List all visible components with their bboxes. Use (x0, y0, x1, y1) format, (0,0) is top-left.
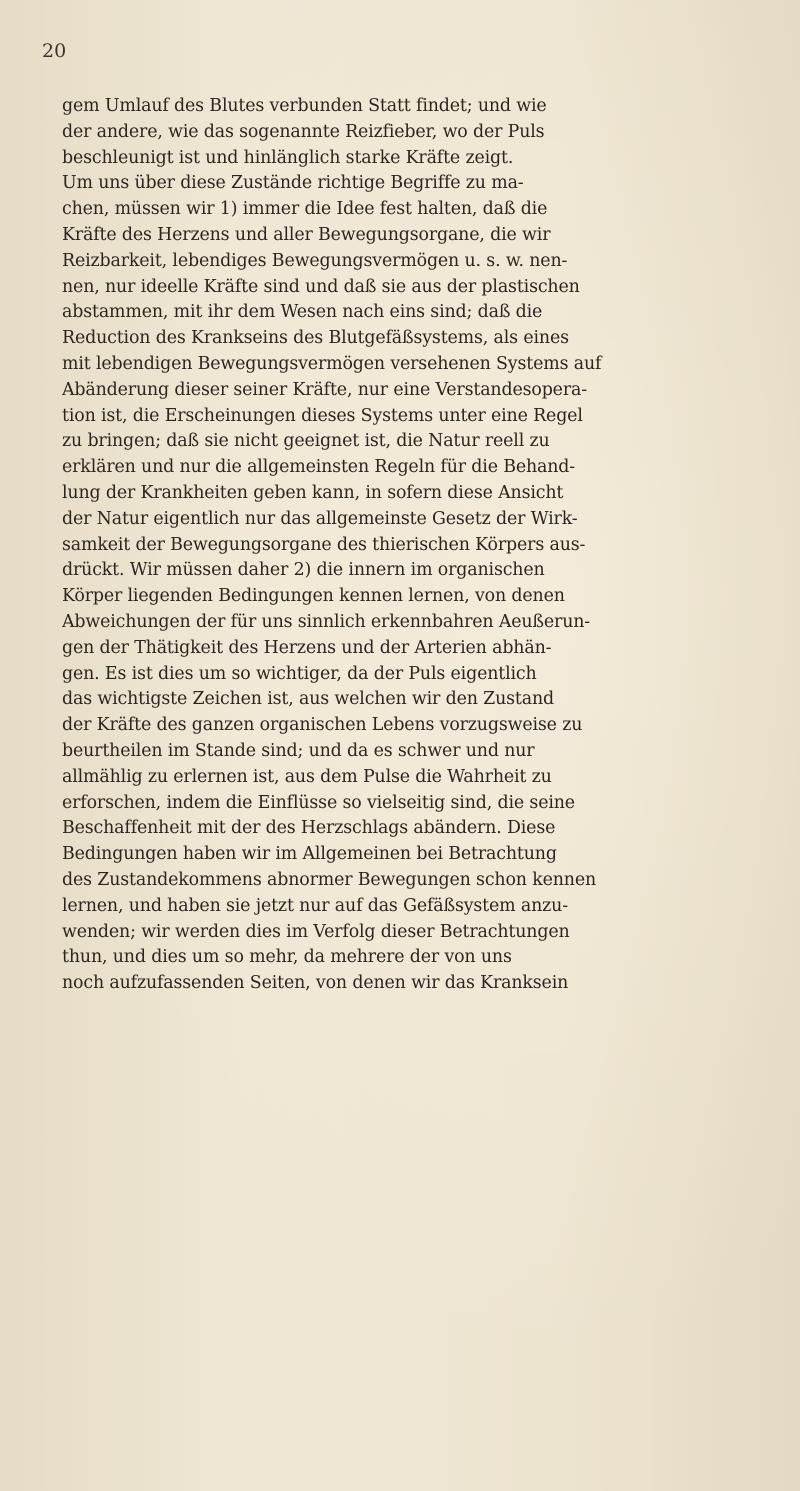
text-line: Körper liegenden Bedingungen kennen lernen, von denen (62, 586, 565, 607)
text-line: Um uns über diese Zustände richtige Begriffe zu ma- (62, 173, 524, 194)
text-line: gen der Thätigkeit des Herzens und der Arterien abhän- (62, 637, 552, 658)
text-line: das wichtigste Zeichen ist, aus welchen wir den Zustand (62, 689, 554, 710)
text-line: beurtheilen im Stande sind; und da es schwer und nur (62, 740, 535, 761)
text-line: tion ist, die Erscheinungen dieses Systems unter eine Regel (62, 405, 583, 426)
text-line: Reduction des Krankseins des Blutgefäßsystems, als eines (62, 328, 569, 349)
text-line: der andere, wie das sogenannte Reizfieber, wo der Puls (62, 121, 545, 142)
text-line: samkeit der Bewegungsorgane des thierischen Körpers aus- (62, 534, 586, 555)
page-number: 20 (42, 40, 67, 62)
body-text (62, 94, 782, 997)
text-line: der Natur eigentlich nur das allgemeinste Gesetz der Wirk- (62, 508, 578, 529)
text-line: beschleunigt ist und hinlänglich starke Kräfte zeigt. (62, 147, 514, 168)
text-line: nen, nur ideelle Kräfte sind und daß sie aus der plastischen (62, 276, 580, 297)
text-line: allmählig zu erlernen ist, aus dem Pulse die Wahrheit zu (62, 766, 552, 787)
text-line: abstammen, mit ihr dem Wesen nach eins sind; daß die (62, 302, 543, 323)
text-line: gen. Es ist dies um so wichtiger, da der Puls eigentlich (62, 663, 537, 684)
text-line: erklären und nur die allgemeinsten Regeln für die Behand- (62, 457, 576, 478)
text-line: drückt. Wir müssen daher 2) die innern im organischen (62, 560, 545, 581)
text-line: mit lebendigen Bewegungsvermögen versehenen Systems auf (62, 353, 602, 374)
text-line: gem Umlauf des Blutes verbunden Statt findet; und wie (62, 96, 547, 116)
text-line: der Kräfte des ganzen organischen Lebens vorzugsweise zu (62, 715, 583, 736)
text-line: Reizbarkeit, lebendiges Bewegungsvermögen u. s. w. nen- (62, 250, 568, 271)
text-line: lernen, und haben sie jetzt nur auf das Gefäßsystem anzu- (62, 895, 568, 916)
text-line: thun, und dies um so mehr, da mehrere der von uns (62, 947, 512, 968)
text-line: lung der Krankheiten geben kann, in sofern diese Ansicht (62, 482, 564, 503)
text-line: Beschaffenheit mit der des Herzschlags abändern. Diese (62, 818, 556, 839)
text-line: Abweichungen der für uns sinnlich erkennbahren Aeußerun- (62, 611, 591, 632)
text-line: chen, müssen wir 1) immer die Idee fest halten, daß die (62, 199, 548, 220)
text-line: zu bringen; daß sie nicht geeignet ist, die Natur reell zu (62, 431, 550, 452)
text-line: Bedingungen haben wir im Allgemeinen bei Betrachtung (62, 844, 557, 865)
text-line: Kräfte des Herzens und aller Bewegungsorgane, die wir (62, 224, 551, 245)
text-line: wenden; wir werden dies im Verfolg dieser Betrachtungen (62, 921, 570, 942)
text-line: erforschen, indem die Einflüsse so vielseitig sind, die seine (62, 792, 575, 813)
text-line: des Zustandekommens abnormer Bewegungen schon kennen (62, 869, 597, 890)
text-line: noch aufzufassenden Seiten, von denen wir das Kranksein (62, 973, 569, 994)
text-line: Abänderung dieser seiner Kräfte, nur eine Verstandesopera- (62, 379, 587, 400)
